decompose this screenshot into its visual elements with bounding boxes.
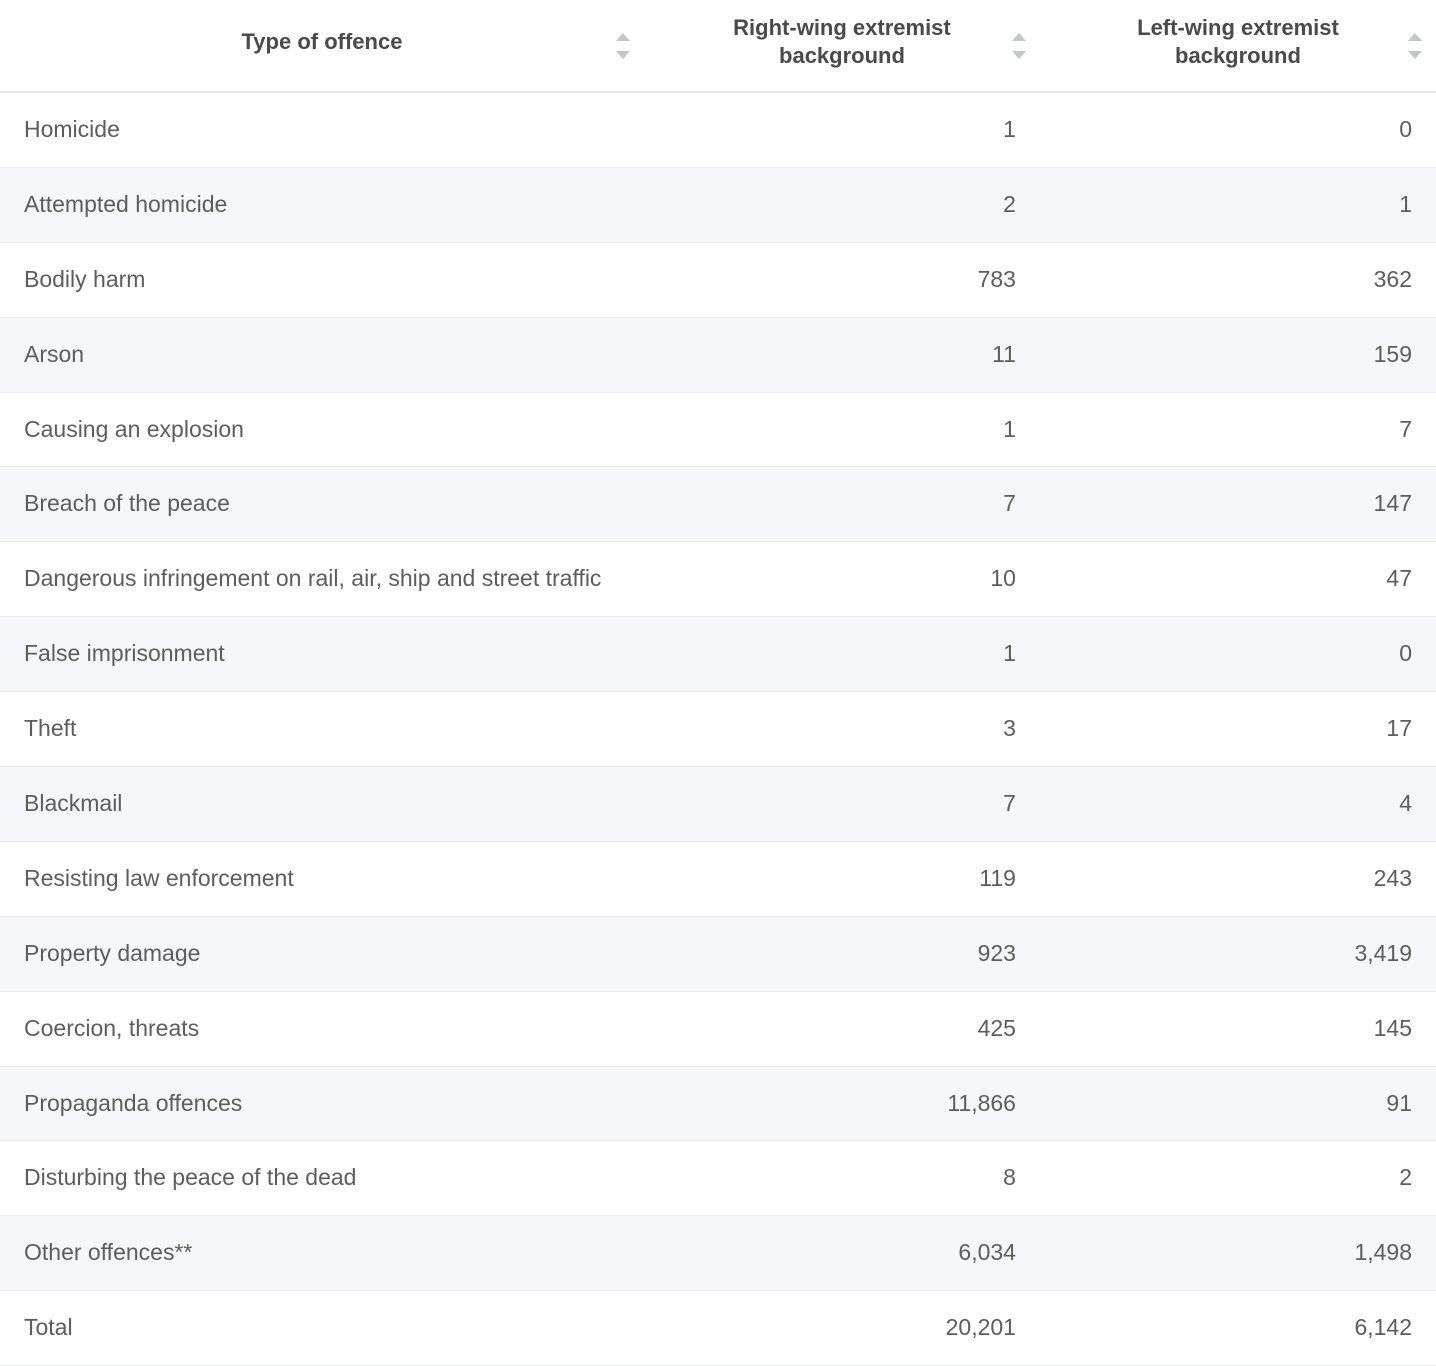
sort-down-arrow-icon — [1012, 51, 1026, 59]
table-header-row — [0, 0, 1436, 92]
table-row — [0, 1216, 1436, 1291]
cell-offence-name: Breach of the peace — [0, 467, 644, 542]
cell-left-wing-count: 7 — [1040, 392, 1436, 467]
sort-up-arrow-icon — [616, 33, 630, 41]
cell-right-wing-count: 3 — [644, 692, 1040, 767]
cell-right-wing-count: 1 — [644, 92, 1040, 167]
cell-right-wing-count: 20,201 — [644, 1291, 1040, 1366]
cell-offence-name: Property damage — [0, 916, 644, 991]
table-row — [0, 767, 1436, 842]
sort-up-arrow-icon — [1012, 33, 1026, 41]
sort-down-arrow-icon — [1408, 51, 1422, 59]
cell-right-wing-count: 11 — [644, 317, 1040, 392]
table-row — [0, 1141, 1436, 1216]
cell-right-wing-count: 2 — [644, 167, 1040, 242]
cell-right-wing-count: 10 — [644, 542, 1040, 617]
table-row — [0, 317, 1436, 392]
cell-offence-name: Resisting law enforcement — [0, 841, 644, 916]
cell-left-wing-count: 6,142 — [1040, 1291, 1436, 1366]
column-header-offence-label: Type of offence — [241, 28, 403, 54]
cell-offence-name: Attempted homicide — [0, 167, 644, 242]
sort-arrows-icon[interactable] — [1408, 31, 1422, 61]
cell-right-wing-count: 783 — [644, 242, 1040, 317]
sort-up-arrow-icon — [1408, 33, 1422, 41]
cell-offence-name: Total — [0, 1291, 644, 1366]
cell-offence-name: Homicide — [0, 92, 644, 167]
cell-left-wing-count: 1,498 — [1040, 1216, 1436, 1291]
table-row — [0, 841, 1436, 916]
cell-left-wing-count: 47 — [1040, 542, 1436, 617]
cell-offence-name: Theft — [0, 692, 644, 767]
cell-left-wing-count: 91 — [1040, 1066, 1436, 1141]
cell-left-wing-count: 0 — [1040, 92, 1436, 167]
cell-left-wing-count: 362 — [1040, 242, 1436, 317]
column-header-right-wing[interactable] — [644, 0, 1040, 92]
cell-offence-name: Coercion, threats — [0, 991, 644, 1066]
cell-offence-name: Bodily harm — [0, 242, 644, 317]
cell-offence-name: Dangerous infringement on rail, air, ship and street traffic — [0, 542, 644, 617]
cell-right-wing-count: 7 — [644, 467, 1040, 542]
table-row — [0, 242, 1436, 317]
column-header-offence[interactable] — [0, 0, 644, 92]
sort-arrows-icon[interactable] — [1012, 31, 1026, 61]
sort-down-arrow-icon — [616, 51, 630, 59]
cell-right-wing-count: 1 — [644, 617, 1040, 692]
table-header — [0, 0, 1436, 92]
table-row — [0, 467, 1436, 542]
sort-arrows-icon[interactable] — [616, 31, 630, 61]
column-header-left-wing[interactable] — [1040, 0, 1436, 92]
table-row — [0, 991, 1436, 1066]
cell-right-wing-count: 11,866 — [644, 1066, 1040, 1141]
cell-left-wing-count: 17 — [1040, 692, 1436, 767]
table-row — [0, 542, 1436, 617]
cell-right-wing-count: 6,034 — [644, 1216, 1040, 1291]
cell-right-wing-count: 7 — [644, 767, 1040, 842]
table-row — [0, 916, 1436, 991]
cell-left-wing-count: 4 — [1040, 767, 1436, 842]
column-header-right-wing-label: Right-wing extremist background — [733, 15, 951, 68]
cell-left-wing-count: 159 — [1040, 317, 1436, 392]
cell-offence-name: Blackmail — [0, 767, 644, 842]
cell-left-wing-count: 3,419 — [1040, 916, 1436, 991]
cell-offence-name: Disturbing the peace of the dead — [0, 1141, 644, 1216]
cell-left-wing-count: 145 — [1040, 991, 1436, 1066]
table-row — [0, 1066, 1436, 1141]
cell-right-wing-count: 923 — [644, 916, 1040, 991]
cell-offence-name: Other offences** — [0, 1216, 644, 1291]
cell-right-wing-count: 425 — [644, 991, 1040, 1066]
table-row — [0, 617, 1436, 692]
cell-left-wing-count: 243 — [1040, 841, 1436, 916]
table-row — [0, 692, 1436, 767]
cell-offence-name: Arson — [0, 317, 644, 392]
table-row — [0, 167, 1436, 242]
cell-left-wing-count: 147 — [1040, 467, 1436, 542]
cell-offence-name: Propaganda offences — [0, 1066, 644, 1141]
column-header-left-wing-label: Left-wing extremist background — [1137, 15, 1339, 68]
table-body — [0, 92, 1436, 1366]
table-row — [0, 92, 1436, 167]
cell-right-wing-count: 1 — [644, 392, 1040, 467]
cell-left-wing-count: 2 — [1040, 1141, 1436, 1216]
cell-left-wing-count: 1 — [1040, 167, 1436, 242]
cell-left-wing-count: 0 — [1040, 617, 1436, 692]
table-row — [0, 392, 1436, 467]
cell-right-wing-count: 8 — [644, 1141, 1040, 1216]
cell-right-wing-count: 119 — [644, 841, 1040, 916]
table-row — [0, 1291, 1436, 1366]
cell-offence-name: False imprisonment — [0, 617, 644, 692]
cell-offence-name: Causing an explosion — [0, 392, 644, 467]
